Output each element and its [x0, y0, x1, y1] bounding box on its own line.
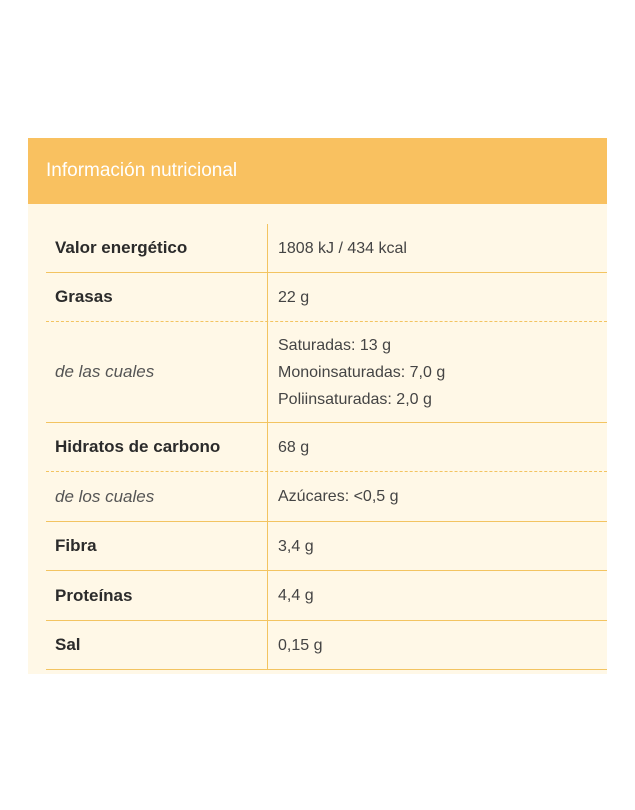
row-label: de los cuales	[46, 472, 268, 521]
table-row	[46, 322, 607, 423]
row-label: Grasas	[46, 273, 268, 321]
row-value	[268, 224, 607, 272]
nutrition-table	[46, 224, 607, 670]
row-label: Sal	[46, 621, 268, 669]
row-label: Hidratos de carbono	[46, 423, 268, 471]
value-text: 1808 kJ / 434 kcal	[278, 239, 407, 257]
nutrition-panel	[28, 138, 607, 674]
value-text: 3,4 g	[278, 537, 314, 555]
table-row	[46, 472, 607, 522]
value-text: Saturadas: 13 g	[278, 336, 391, 354]
panel-header	[28, 138, 607, 204]
table-row	[46, 621, 607, 670]
row-label: Valor energético	[46, 224, 268, 272]
table-row	[46, 273, 607, 322]
row-label: de las cuales	[46, 322, 268, 422]
table-row	[46, 224, 607, 273]
value-text: 0,15 g	[278, 636, 323, 654]
row-value	[268, 423, 607, 471]
panel-title: Información nutricional	[46, 160, 238, 181]
table-row	[46, 423, 607, 472]
value-text: 68 g	[278, 438, 310, 456]
value-text: 22 g	[278, 288, 310, 306]
value-text: Poliinsaturadas: 2,0 g	[278, 390, 432, 408]
row-label: Proteínas	[46, 571, 268, 620]
row-value	[268, 522, 607, 570]
table-row	[46, 571, 607, 621]
value-text: Monoinsaturadas: 7,0 g	[278, 363, 446, 381]
value-text: Azúcares: <0,5 g	[278, 488, 399, 505]
table-row	[46, 522, 607, 571]
row-value	[268, 322, 607, 422]
row-value	[268, 621, 607, 669]
row-value	[268, 571, 607, 620]
row-label: Fibra	[46, 522, 268, 570]
value-text: 4,4 g	[278, 587, 314, 604]
row-value	[268, 472, 607, 521]
row-value	[268, 273, 607, 321]
